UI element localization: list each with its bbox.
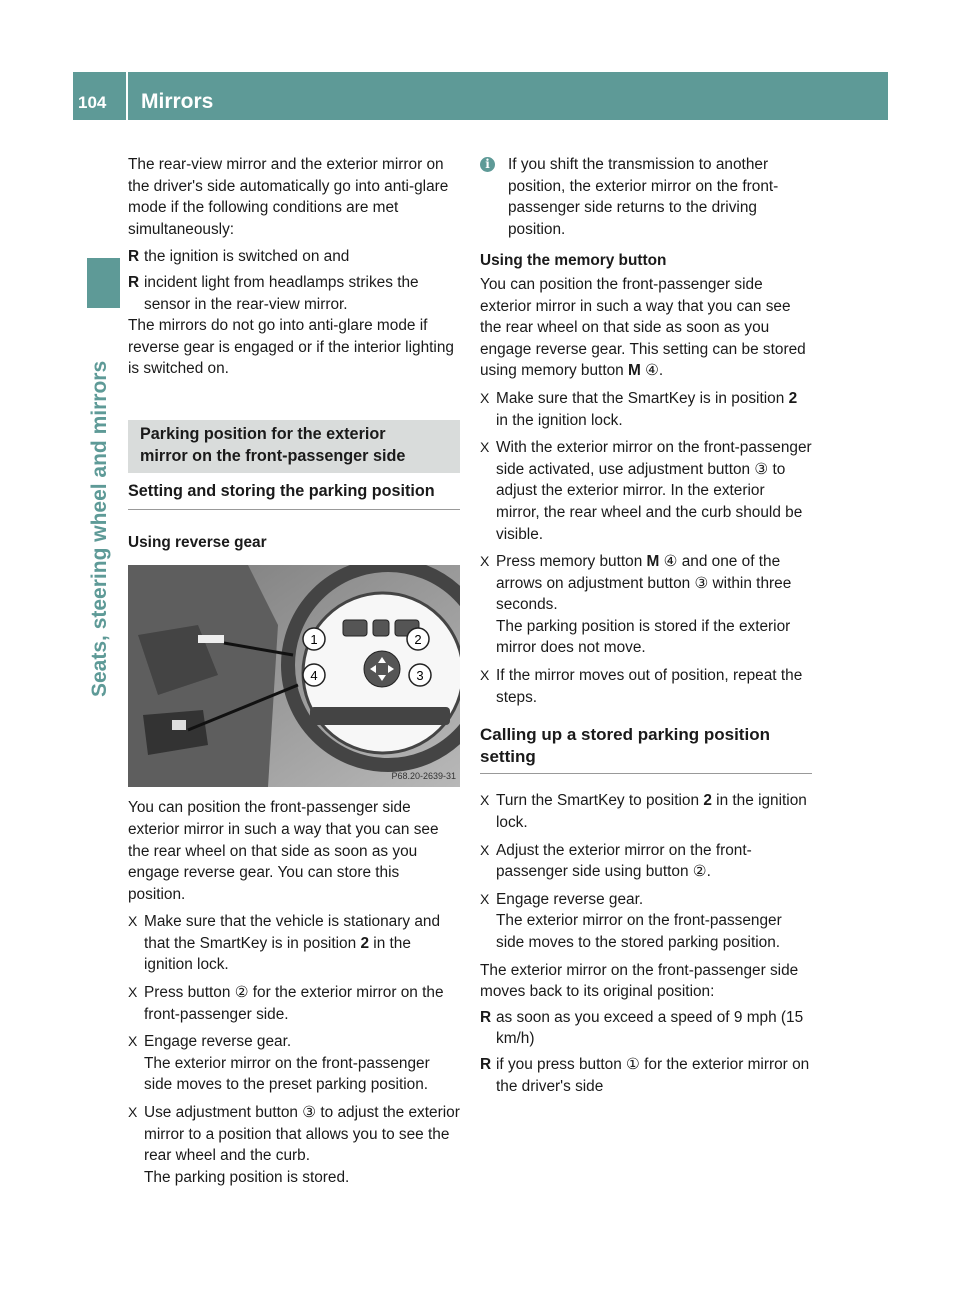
- step-item: X With the exterior mirror on the front-passenger side activated, use adjustment button ③ to adjust the exterior mirror. In the exterior mirror, the rear wheel and the curb should be visible.: [480, 439, 812, 543]
- bullet-mark: R: [480, 1055, 492, 1073]
- step-mark: X: [480, 389, 490, 406]
- step-mark: X: [480, 792, 490, 809]
- left-column: [128, 154, 460, 1188]
- info-note: i If you shift the transmission to another position, the exterior mirror on the front-passenger side returns to the driving position.: [480, 154, 812, 240]
- step-mark: X: [480, 841, 490, 858]
- step-item: X Turn the SmartKey to position 2 in the ignition lock.: [480, 792, 807, 832]
- step-item: X Engage reverse gear. The exterior mirror on the front-passenger side moves to the preset parking position.: [128, 1033, 430, 1094]
- step-mark: X: [128, 1104, 138, 1121]
- bullet-item: R if you press button ① for the exterior mirror on the driver's side: [480, 1055, 810, 1095]
- bullet-mark: R: [128, 273, 140, 291]
- side-tab-marker: [87, 258, 120, 308]
- subsection-heading: Setting and storing the parking position: [128, 481, 460, 510]
- subheading: Using the memory button: [480, 252, 667, 270]
- step-mark: X: [480, 439, 490, 456]
- right-column: [480, 154, 812, 1097]
- callout-label-3: 3: [416, 668, 424, 684]
- step-item: X Press memory button M ④ and one of the arrows on adjustment button ③ within three seconds. The parking position is stored if the exterior mirror does not move.: [480, 553, 792, 657]
- intro-paragraph: The rear-view mirror and the exterior mirror on the driver's side automatically go into anti-glare mode if the following conditions are met simultaneously:: [128, 156, 449, 238]
- header-divider: [126, 72, 128, 120]
- step-mark: X: [480, 553, 490, 570]
- step-item: X Press button ② for the exterior mirror on the front-passenger side.: [128, 984, 444, 1023]
- bullet-mark: R: [128, 248, 140, 266]
- anti-glare-paragraph: The mirrors do not go into anti-glare mode if reverse gear is engaged or if the interior lighting is switched on.: [128, 317, 454, 378]
- step-item: X Adjust the exterior mirror on the front-passenger side using button ②.: [480, 841, 752, 881]
- subheading: Using reverse gear: [128, 533, 267, 551]
- info-icon: i: [480, 157, 495, 172]
- page-number: 104: [78, 93, 107, 112]
- section-heading-box: [128, 420, 460, 473]
- bullet-item: R the ignition is switched on and: [128, 246, 460, 268]
- position-paragraph: You can position the front-passenger side exterior mirror in such a way that you can see the rear wheel on that side as soon as you engage reverse gear. You can store this position.: [128, 799, 439, 903]
- step-mark: X: [128, 913, 138, 930]
- callout-label-1: 1: [310, 632, 318, 648]
- original-position-paragraph: The exterior mirror on the front-passenger side moves back to its original position:: [480, 961, 799, 1001]
- section-title: Mirrors: [141, 90, 214, 113]
- step-item: X Use adjustment button ③ to adjust the exterior mirror to a position that allows you to see the rear wheel and the curb. The parking position is stored.: [128, 1104, 460, 1186]
- callout-label-4: 4: [310, 668, 318, 684]
- door-panel-figure: [128, 565, 460, 787]
- subsection-heading: Calling up a stored parking position setting: [480, 724, 812, 774]
- bullet-item: R as soon as you exceed a speed of 9 mph (15 km/h): [480, 1008, 804, 1048]
- step-item: X Make sure that the SmartKey is in position 2 in the ignition lock.: [480, 389, 798, 429]
- side-tab-label: Seats, steering wheel and mirrors: [88, 360, 111, 697]
- callout-label-2: 2: [414, 632, 422, 648]
- bullet-item: R incident light from headlamps strikes the sensor in the rear-view mirror.: [128, 273, 419, 313]
- step-mark: X: [480, 890, 490, 907]
- step-item: X Make sure that the vehicle is stationary and that the SmartKey is in position 2 in the ignition lock.: [128, 913, 440, 974]
- box-heading-line: Parking position for the exterior: [140, 424, 386, 443]
- step-item: X If the mirror moves out of position, repeat the steps.: [480, 667, 803, 706]
- figure-code: P68.20-2639-31: [391, 771, 456, 782]
- step-mark: X: [128, 1033, 138, 1050]
- step-mark: X: [480, 667, 490, 684]
- memory-paragraph: You can position the front-passenger side exterior mirror in such a way that you can see the rear wheel on that side as soon as you engage reverse gear. This setting can be stored using memory button M ④.: [480, 275, 806, 380]
- step-item: X Engage reverse gear. The exterior mirror on the front-passenger side moves to the stored parking position.: [480, 890, 782, 951]
- box-heading-line: mirror on the front-passenger side: [140, 446, 406, 465]
- bullet-mark: R: [480, 1008, 492, 1026]
- step-mark: X: [128, 984, 138, 1001]
